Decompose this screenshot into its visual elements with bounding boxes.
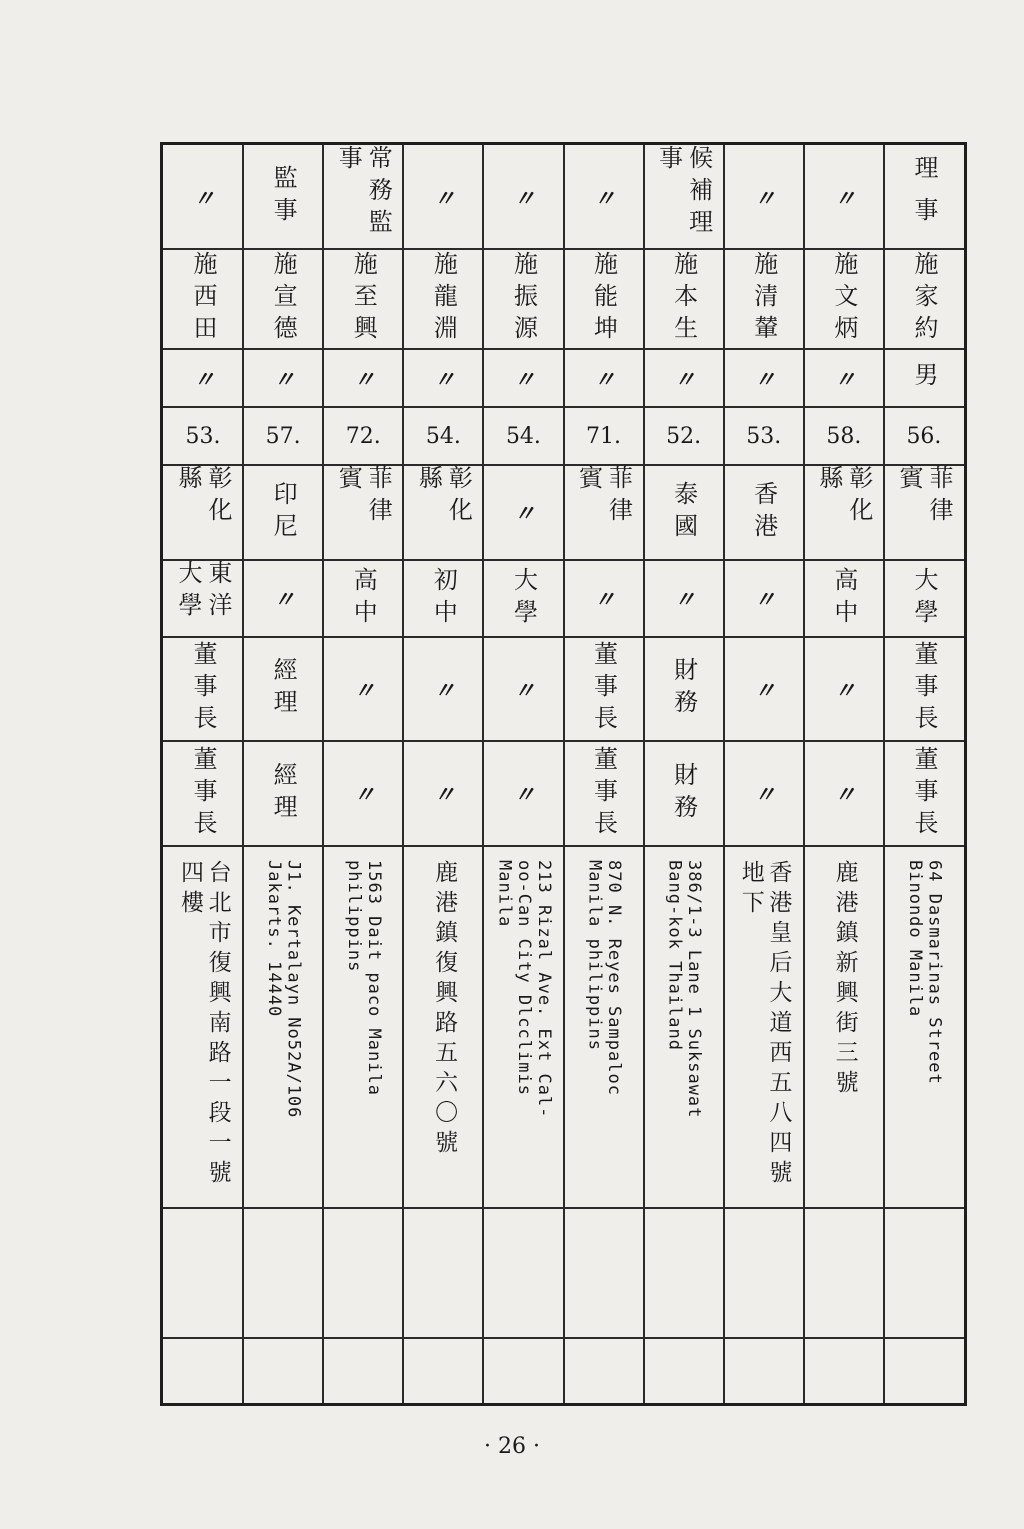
cell-name [644, 249, 724, 349]
cell-role [564, 145, 644, 249]
cell-pos2 [564, 741, 644, 846]
address-text: J1. Kertalayn No52A/106 Jakarts. 14440 [264, 860, 304, 1119]
ditto-mark: 〃 [593, 587, 614, 613]
origin-text: 菲律賓 [574, 465, 633, 529]
cell-address [644, 846, 724, 1208]
cell-address [323, 846, 403, 1208]
cell-pos1 [884, 637, 964, 741]
edu-text: 東洋大學 [174, 560, 233, 624]
cell-pos1 [483, 637, 563, 741]
cell-edu [483, 560, 563, 637]
page-number: · 26 · [484, 1434, 540, 1459]
ditto-mark: 〃 [513, 677, 534, 704]
ditto-mark: 〃 [513, 501, 534, 527]
cell-origin [884, 465, 964, 560]
name-text: 施振源 [509, 251, 538, 347]
address-text: 64 Dasmarinas Street Binondo Manila [904, 860, 945, 1085]
cell-gender [724, 349, 804, 407]
ditto-mark: 〃 [833, 782, 854, 808]
address-text: 香港皇后大道西五八四號地下 [737, 860, 792, 1190]
age-text: 56. [906, 423, 942, 449]
origin-text: 彰化縣 [414, 465, 473, 529]
cell-name [163, 249, 243, 349]
cell-address [564, 846, 644, 1208]
ditto-mark: 〃 [433, 185, 454, 212]
role-text: 理事 [909, 155, 938, 239]
role-text: 常務監事 [334, 145, 393, 241]
cell-gender [644, 349, 724, 407]
address-text: 台北市復興南路一段一號四樓 [177, 860, 231, 1190]
cell-address [403, 846, 483, 1208]
cell-pos1 [724, 637, 804, 741]
cell-role [243, 145, 323, 249]
pos2-text: 董事長 [189, 745, 218, 842]
cell-pos2 [483, 741, 563, 846]
cell-address [483, 846, 563, 1208]
age-text: 54. [505, 423, 541, 449]
age-text: 58. [826, 423, 862, 449]
ditto-mark: 〃 [833, 677, 854, 704]
edu-text: 大學 [909, 566, 938, 631]
origin-text: 彰化縣 [174, 465, 233, 529]
cell-gender [243, 349, 323, 407]
cell-name [483, 249, 563, 349]
cell-role [724, 145, 804, 249]
pos2-text: 經理 [269, 761, 298, 826]
edu-text: 大學 [509, 566, 538, 631]
cell-origin [243, 465, 323, 560]
ditto-mark: 〃 [353, 782, 374, 808]
cell-name [243, 249, 323, 349]
cell-role [403, 145, 483, 249]
ditto-mark: 〃 [673, 587, 694, 613]
cell-origin [644, 465, 724, 560]
ditto-mark: 〃 [273, 366, 294, 393]
cell-role [323, 145, 403, 249]
cell-name [323, 249, 403, 349]
pos1-text: 經理 [269, 657, 298, 721]
cell-age [243, 407, 323, 465]
edu-text: 高中 [829, 566, 858, 631]
ditto-mark: 〃 [353, 677, 374, 704]
cell-edu [644, 560, 724, 637]
member-table [160, 142, 967, 1406]
cell-origin [724, 465, 804, 560]
address-text: 386/1-3 Lane 1 Suksawat Bang-kok Thailand [664, 860, 705, 1119]
cell-name [564, 249, 644, 349]
cell-pos2 [804, 741, 884, 846]
edu-text: 初中 [429, 566, 458, 631]
age-text: 54. [425, 423, 461, 449]
role-text: 監事 [269, 165, 298, 229]
cell-gender [483, 349, 563, 407]
ditto-mark: 〃 [833, 185, 854, 212]
cell-age [403, 407, 483, 465]
cell-age [804, 407, 884, 465]
cell-edu [163, 560, 243, 637]
age-text: 72. [345, 423, 381, 449]
pos1-text: 董事長 [909, 641, 938, 737]
cell-gender [163, 349, 243, 407]
cell-address [243, 846, 323, 1208]
cell-edu [403, 560, 483, 637]
cell-address [804, 846, 884, 1208]
cell-age [323, 407, 403, 465]
cell-address [724, 846, 804, 1208]
edu-text: 高中 [349, 566, 378, 631]
cell-gender [884, 349, 964, 407]
cell-pos1 [644, 637, 724, 741]
cell-pos1 [804, 637, 884, 741]
cell-pos2 [163, 741, 243, 846]
cell-gender [323, 349, 403, 407]
cell-edu [884, 560, 964, 637]
age-text: 57. [265, 423, 301, 449]
cell-name [724, 249, 804, 349]
cell-origin [403, 465, 483, 560]
cell-pos2 [243, 741, 323, 846]
cell-pos2 [884, 741, 964, 846]
cell-pos2 [323, 741, 403, 846]
cell-edu [804, 560, 884, 637]
cell-edu [724, 560, 804, 637]
pos1-text: 董事長 [189, 641, 218, 737]
gender-text: 男 [909, 362, 938, 394]
ditto-mark: 〃 [753, 587, 774, 613]
cell-pos1 [163, 637, 243, 741]
ditto-mark: 〃 [433, 366, 454, 393]
cell-edu [564, 560, 644, 637]
origin-text: 彰化縣 [814, 465, 873, 529]
cell-age [163, 407, 243, 465]
cell-origin [564, 465, 644, 560]
cell-pos2 [644, 741, 724, 846]
name-text: 施宣德 [269, 251, 298, 347]
ditto-mark: 〃 [833, 366, 854, 393]
ditto-mark: 〃 [513, 185, 534, 212]
name-text: 施家約 [909, 251, 938, 347]
name-text: 施龍淵 [429, 251, 458, 347]
cell-age [483, 407, 563, 465]
name-text: 施能坤 [589, 251, 618, 347]
cell-age [724, 407, 804, 465]
cell-age [884, 407, 964, 465]
age-text: 53. [746, 423, 782, 449]
origin-text: 菲律賓 [334, 465, 393, 529]
cell-pos2 [724, 741, 804, 846]
cell-origin [163, 465, 243, 560]
cell-gender [804, 349, 884, 407]
cell-name [884, 249, 964, 349]
cell-name [403, 249, 483, 349]
cell-address [163, 846, 243, 1208]
role-text: 候補理事 [654, 145, 713, 241]
origin-text: 印尼 [269, 480, 298, 545]
ditto-mark: 〃 [193, 185, 214, 212]
ditto-mark: 〃 [433, 782, 454, 808]
cell-name [804, 249, 884, 349]
origin-text: 泰國 [669, 480, 698, 545]
name-text: 施至興 [349, 251, 378, 347]
name-text: 施文炳 [829, 251, 858, 347]
ditto-mark: 〃 [513, 782, 534, 808]
pos2-text: 董事長 [909, 745, 938, 842]
address-text: 鹿港鎮新興街三號 [831, 860, 858, 1100]
cell-role [884, 145, 964, 249]
ditto-mark: 〃 [433, 677, 454, 704]
pos1-text: 董事長 [589, 641, 618, 737]
cell-address [884, 846, 964, 1208]
origin-text: 菲律賓 [894, 465, 953, 529]
cell-edu [323, 560, 403, 637]
cell-age [564, 407, 644, 465]
pos2-text: 董事長 [589, 745, 618, 842]
cell-role [163, 145, 243, 249]
name-text: 施西田 [189, 251, 218, 347]
cell-gender [564, 349, 644, 407]
cell-gender [403, 349, 483, 407]
ditto-mark: 〃 [193, 366, 214, 393]
cell-origin [323, 465, 403, 560]
ditto-mark: 〃 [353, 366, 374, 393]
cell-role [483, 145, 563, 249]
cell-role [804, 145, 884, 249]
cell-pos2 [403, 741, 483, 846]
age-text: 53. [185, 423, 221, 449]
ditto-mark: 〃 [753, 782, 774, 808]
ditto-mark: 〃 [593, 366, 614, 393]
address-text: 1563 Dait paco Manila philippins [344, 860, 384, 1096]
ditto-mark: 〃 [513, 366, 534, 393]
cell-pos1 [243, 637, 323, 741]
pos2-text: 財務 [669, 761, 698, 826]
age-text: 52. [666, 423, 702, 449]
ditto-mark: 〃 [753, 677, 774, 704]
cell-pos1 [323, 637, 403, 741]
name-text: 施清輦 [749, 251, 778, 347]
cell-origin [483, 465, 563, 560]
ditto-mark: 〃 [753, 366, 774, 393]
address-text: 鹿港鎮復興路五六〇號 [431, 860, 458, 1160]
cell-pos1 [564, 637, 644, 741]
cell-origin [804, 465, 884, 560]
address-text: 213 Rizal Ave. Ext Cal- oo-Can City Dlcclimis Manila [494, 860, 554, 1119]
cell-edu [243, 560, 323, 637]
ditto-mark: 〃 [673, 366, 694, 393]
age-text: 71. [586, 423, 622, 449]
ditto-mark: 〃 [273, 587, 294, 613]
cell-pos1 [403, 637, 483, 741]
ditto-mark: 〃 [593, 185, 614, 212]
address-text: 870 N. Reyes Sampaloc Manila philippins [584, 860, 625, 1096]
cell-role [644, 145, 724, 249]
cell-age [644, 407, 724, 465]
origin-text: 香港 [749, 480, 778, 545]
pos1-text: 財務 [669, 657, 698, 721]
ditto-mark: 〃 [753, 185, 774, 212]
name-text: 施本生 [669, 251, 698, 347]
